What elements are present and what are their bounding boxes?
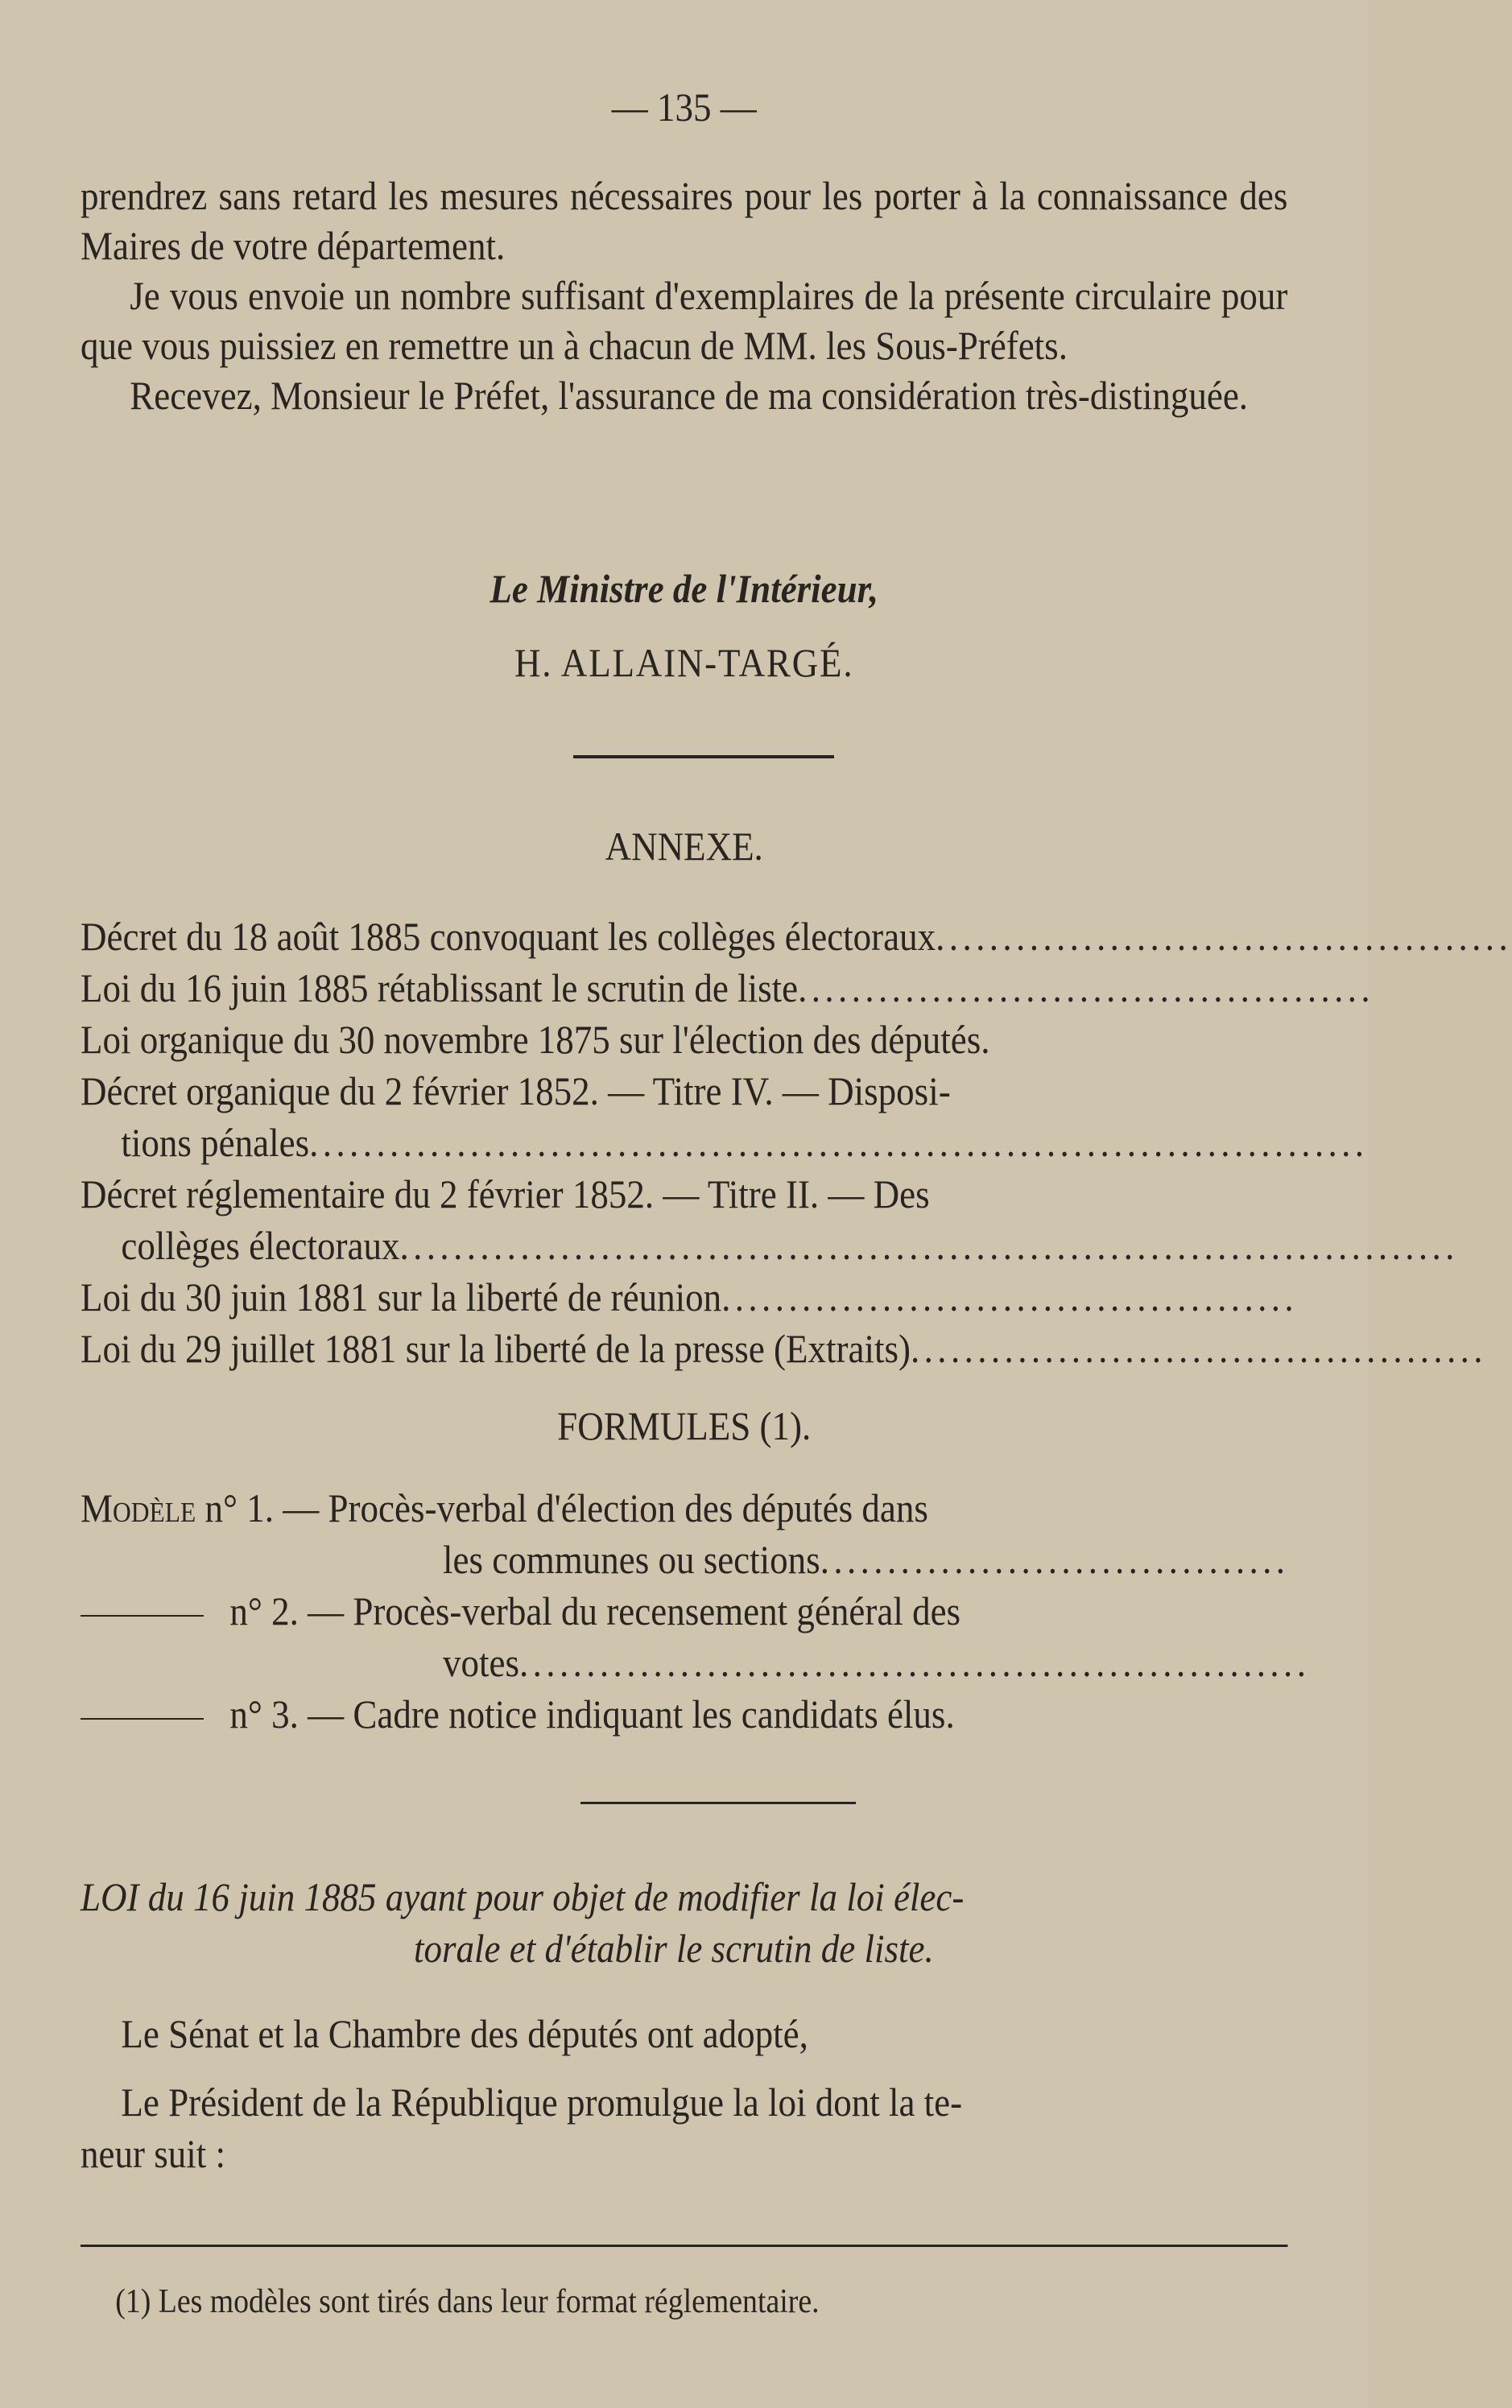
model-description: — Procès-verbal du recensement général des: [308, 1588, 961, 1634]
annexe-item-4: [81, 1066, 1287, 1116]
ditto-dash: [81, 1718, 204, 1720]
model-description-cont: votes: [443, 1640, 519, 1685]
model-number: n° 1.: [204, 1485, 274, 1530]
annexe-item-text: Décret du 18 août 1885 convoquant les collèges électoraux: [81, 914, 936, 959]
intro-paragraph-2: Je vous envoie un nombre suffisant d'exemplaires de la présente circulaire pour que vous puissiez en remettre un à chacun de MM. les Sous-Préfets.: [81, 273, 1288, 368]
annexe-item-2: Loi du 16 juin 1885 rétablissant le scrutin de liste ...........................................: [81, 963, 1287, 1013]
annexe-item-text: collèges électoraux: [121, 1223, 400, 1268]
annexe-item-text: Loi organique du 30 novembre 1875 sur l'élection des députés.: [81, 1017, 990, 1062]
intro-text: [81, 171, 1287, 420]
law-paragraph-1: Le Sénat et la Chambre des députés ont adopté,: [121, 2011, 808, 2056]
annexe-heading: ANNEXE.: [605, 824, 763, 869]
ditto-dash: [81, 1615, 204, 1617]
model-number: n° 2.: [229, 1588, 299, 1634]
model-1: [81, 1483, 1287, 1533]
annexe-item-1: Décret du 18 août 1885 convoquant les collèges électoraux ...........................................: [81, 911, 1287, 961]
model-3: [81, 1689, 1287, 1739]
signature-title: Le Ministre de l'Intérieur,: [490, 566, 878, 611]
law-paragraph-2: Le Président de la République promulgue la loi dont la te-: [121, 2080, 963, 2125]
annexe-item-4-cont: tions pénales ...............................................................................: [81, 1117, 1328, 1167]
signature-name: H. ALLAIN-TARGÉ.: [514, 640, 854, 685]
annexe-item-text: Loi du 29 juillet 1881 sur la liberté de la presse (Extraits): [81, 1326, 911, 1371]
law-title-line-2: torale et d'établir le scrutin de liste.: [414, 1926, 934, 1971]
page-number: — 135 —: [611, 85, 757, 130]
annexe-item-text: tions pénales: [121, 1120, 310, 1165]
model-description: — Procès-verbal d'élection des députés dans: [283, 1485, 928, 1530]
annexe-item-6: Loi du 30 juin 1881 sur la liberté de réunion ...........................................: [81, 1272, 1287, 1322]
annexe-item-3: [81, 1014, 1287, 1064]
law-title-line-1: LOI du 16 juin 1885 ayant pour objet de modifier la loi élec-: [81, 1874, 965, 1919]
annexe-item-5-cont: collèges électoraux ...............................................................................: [81, 1221, 1328, 1270]
model-description: — Cadre notice indiquant les candidats élus.: [308, 1691, 955, 1737]
intro-paragraph-1: prendrez sans retard les mesures nécessaires pour les porter à la connaissance des Maires de votre département.: [81, 173, 1288, 268]
footnote-rule: [81, 2245, 1287, 2247]
model-1-cont: les communes ou sections ...................................: [81, 1534, 1287, 1584]
footnote: (1) Les modèles sont tirés dans leur format réglementaire.: [115, 2283, 820, 2320]
annexe-item-5: [81, 1169, 1287, 1219]
model-label: Modèle: [81, 1485, 196, 1530]
intro-paragraph-3: Recevez, Monsieur le Préfet, l'assurance de ma considération très-distinguée.: [130, 373, 1249, 418]
law-paragraph-2-cont: neur suit :: [81, 2131, 225, 2176]
model-2-cont: votes ...........................................................: [81, 1638, 1287, 1687]
annexe-item-text: Loi du 30 juin 1881 sur la liberté de réunion: [81, 1274, 722, 1320]
separator-rule-2: [580, 1802, 856, 1804]
formules-heading: FORMULES (1).: [557, 1403, 812, 1448]
separator-rule-1: [573, 755, 834, 758]
annexe-item-text: Décret réglementaire du 2 février 1852. — Titre II. — Des: [81, 1171, 930, 1216]
annexe-item-text: Loi du 16 juin 1885 rétablissant le scrutin de liste: [81, 965, 799, 1010]
model-description-cont: les communes ou sections: [443, 1537, 820, 1582]
annexe-item-7: Loi du 29 juillet 1881 sur la liberté de la presse (Extraits) ...........................................: [81, 1324, 1287, 1373]
annexe-item-text: Décret organique du 2 février 1852. — Titre IV. — Disposi-: [81, 1068, 951, 1113]
model-number: n° 3.: [229, 1691, 299, 1737]
model-2: [81, 1586, 1287, 1636]
